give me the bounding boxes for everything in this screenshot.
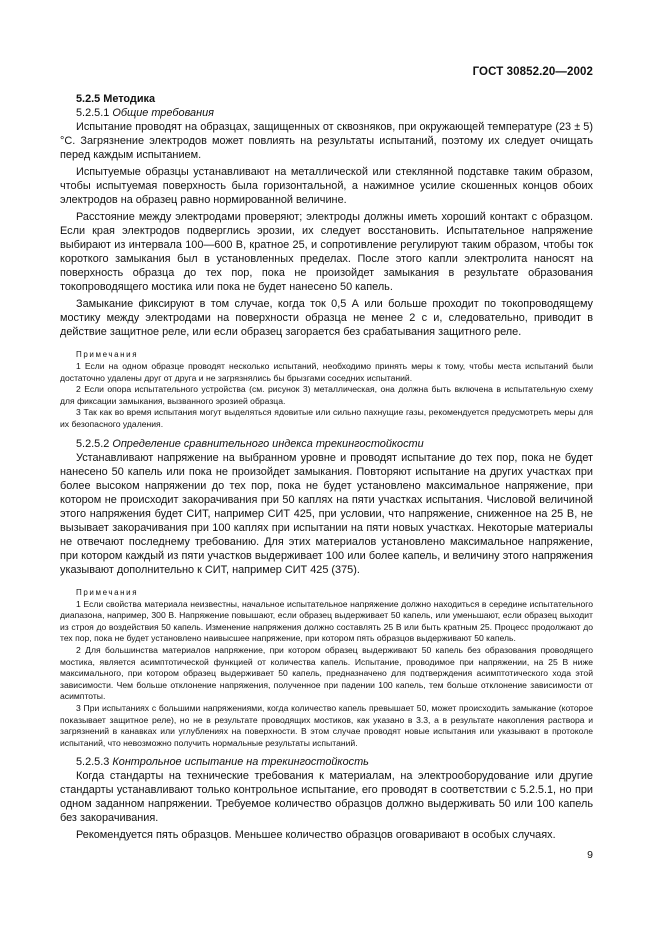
subsection-number: 5.2.5.3	[76, 756, 110, 769]
subsection-title-5-2-5-3	[60, 755, 593, 769]
note-item: 2 Если опора испытательного устройства (см. рисунок 3) металлическая, она должна быть включена в испытательную схему для фиксации замыкания, вызванного эрозией образца.	[60, 384, 593, 406]
note-item: 3 При испытаниях с большими напряжениями, когда количество капель превышает 50, может происходить замыкание (которое показывает защитное реле), но не в результате проводящих мостиков, как указано в 3.3, а в результате накопления раствора и загрязнений в канавках или углублениях на поверхности. В этом случае проводят новые испытания или указывают в протоколе испытаний, что невозможно получить нормальные результаты испытаний.	[60, 702, 593, 748]
note-item: 1 Если свойства материала неизвестны, начальное испытательное напряжение должно находиться в середине испытательного диапазона, например, 300 В. Напряжение повышают, если образец выдерживает 50 капель, или уменьшают, если образец выходит из строя до воздействия 50 капель. Изменение напряжения должно составлять 25 В или быть кратным 25. Процесс продолжают до тех пор, пока не будет установлено наивысшее напряжение, при котором пять образцов выдерживают 50 капель.	[60, 598, 593, 644]
subsection-title: Контрольное испытание на трекингостойкость	[112, 756, 369, 769]
note-item: 2 Для большинства материалов напряжение, при котором образец выдерживают 50 капель без образования проводящего мостика, является асимптотической функцией от количества капель. Испытание, проводимое при напряжении, на 25 В ниже максимального, при котором образец выдерживает 50 капель, предназначено для подтверждения асимптотического хода этой зависимости. Чем больше отклонение напряжения, полученное при падении 100 капель, тем больше отклонение зависимости от асимптоты.	[60, 644, 593, 702]
subsection-title: Общие требования	[112, 107, 214, 119]
paragraph: Рекомендуется пять образцов. Меньшее количество образцов оговаривают в особых случаях.	[76, 829, 556, 842]
section-heading-5-2-5: 5.2.5 Методика	[76, 93, 156, 105]
note-item: 3 Так как во время испытания могут выделяться ядовитые или сильно пахнущие газы, рекомендуется предусмотреть меры для их безопасного удаления.	[60, 407, 593, 429]
paragraph: Когда стандарты на технические требования к материалам, на электрооборудование или другие стандарты устанавливают только контрольное испытание, его проводят в соответствии с 5.2.5.1, но при одном заданном напряжении. Требуемое количество образцов должно выдерживать 50 или 100 капель без закорачивания.	[60, 770, 593, 825]
paragraph: Испытание проводят на образцах, защищенных от сквозняков, при окружающей температуре (23 ± 5) °С. Загрязнение электродов может повлиять на результаты испытаний, поэтому их следует очищать перед каждым испытанием.	[60, 121, 593, 161]
page-number: 9	[587, 849, 593, 861]
document-header: ГОСТ 30852.20—2002	[472, 66, 593, 78]
paragraph: Испытуемые образцы устанавливают на металлической или стеклянной подставке таким образом, чтобы испытуемая поверхность была горизонтальной, а нажимное усилие скошенных концов обоих электродов на образец равно нормированной величине.	[60, 166, 593, 206]
subsection-title-5-2-5-1	[60, 106, 593, 120]
subsection-number: 5.2.5.2	[76, 437, 110, 450]
subsection-title-5-2-5-2	[60, 437, 593, 451]
subsection-number: 5.2.5.1	[76, 107, 110, 119]
paragraph: Расстояние между электродами проверяют; электроды должны иметь хороший контакт с образцом. Если края электродов подверглись эрозии, их следует восстановить. Испытательное напряжение выбирают из интервала 100—600 В, кратное 25, и сопротивление регулируют таким образом, чтобы ток короткого замыкания был в установленных пределах. После этого капли электролита наносят на поверхность образца до тех пор, пока не произойдет замыкания в результате образования токопроводящего мостика или пока не будет нанесено 50 капель.	[60, 211, 593, 293]
notes-title: Примечания	[76, 587, 139, 597]
page-body	[60, 90, 593, 842]
notes-title: Примечания	[76, 350, 139, 359]
note-item: 1 Если на одном образце проводят несколько испытаний, необходимо принять меры к тому, чтобы места испытаний были достаточно удалены друг от друга и не загрязнялись бы брызгами соседних испытаний.	[60, 361, 593, 383]
subsection-title: Определение сравнительного индекса трекингостойкости	[112, 437, 424, 450]
paragraph: Устанавливают напряжение на выбранном уровне и проводят испытание до тех пор, пока не будет нанесено 50 капель или пока не произойдет замыкания. Повторяют испытание на других участках при более высоком напряжении до тех пор, пока не будет установлено максимальное напряжение, при котором не происходит закорачивания при 50 каплях на пяти участках испытания. Числовой величиной этого напряжения будет СИТ, например СИТ 425, при условии, что напряжение, сниженное на 25 В, не вызывает закорачивания при 100 каплях при испытании на пяти новых участках. Некоторые материалы не отвечают последнему требованию. Для этих материалов установлено максимальное напряжение, при котором каждый из пяти участков выдерживает 100 или более капель, и величину этого напряжения указывают дополнительно к СИТ, например СИТ 425 (375).	[60, 451, 593, 576]
paragraph: Замыкание фиксируют в том случае, когда ток 0,5 А или больше проходит по токопроводящему мостику между электродами на поверхности образца не менее 2 с и, следовательно, приводит в действие защитное реле, или если образец загорается без срабатывания защитного реле.	[60, 298, 593, 338]
